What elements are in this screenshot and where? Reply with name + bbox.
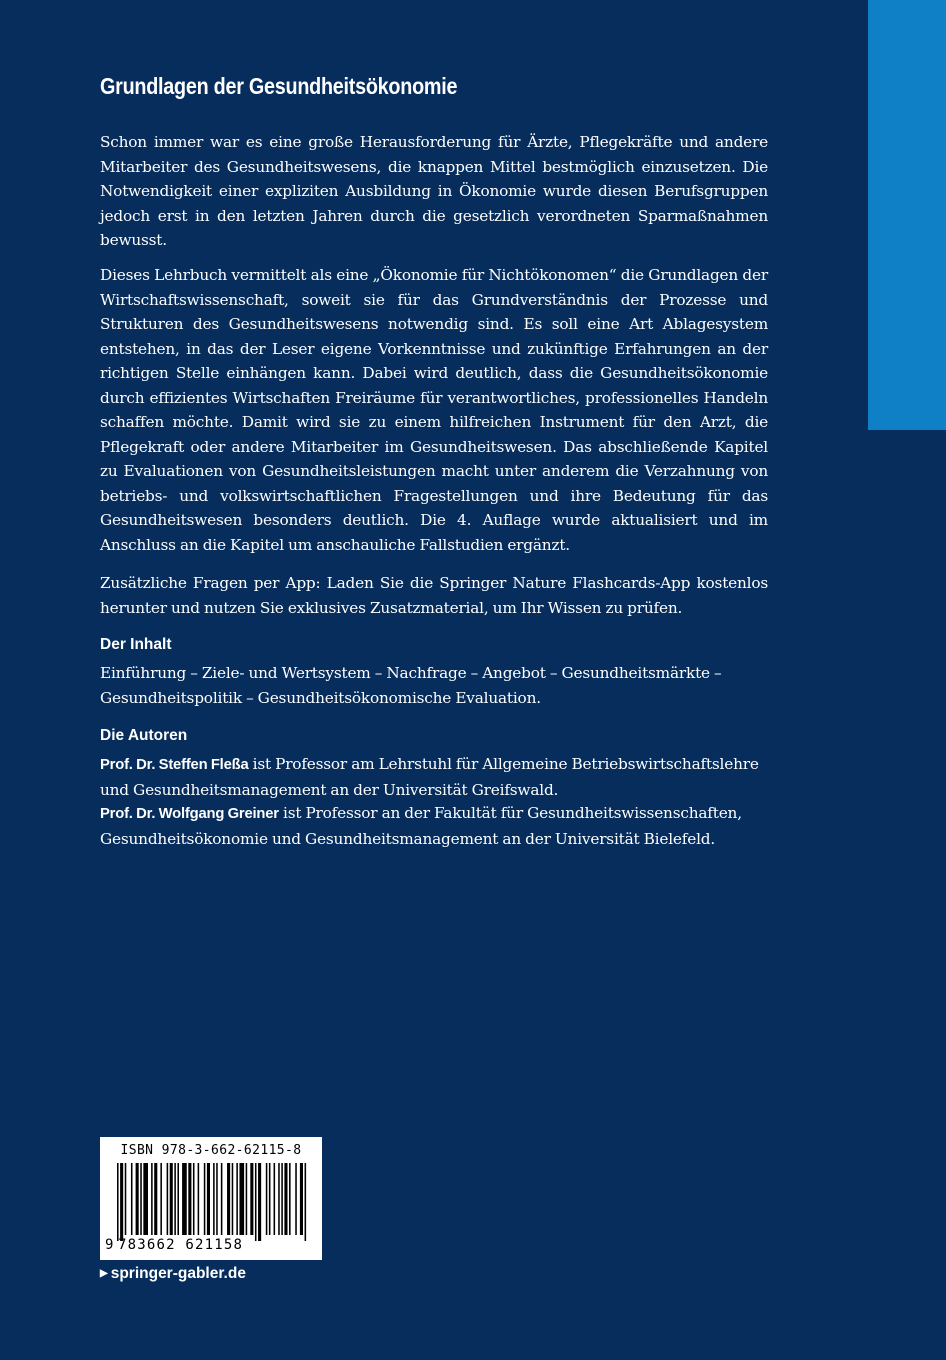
- authors-heading: Die Autoren: [100, 727, 188, 744]
- author-2-text: ist Professor an der Fakultät für Gesundheitswissenschaften, Gesundheitsökonomie und Gesundheitsmanagement an der Universität Bielefeld.: [100, 804, 742, 848]
- book-title: Grundlagen der Gesundheitsökonomie: [100, 73, 458, 99]
- author-1-text: ist Professor am Lehrstuhl für Allgemeine Betriebswirtschaftslehre und Gesundheitsmanagement an der Universität Greifswald.: [100, 755, 759, 799]
- barcode-bar: [250, 1163, 253, 1235]
- barcode-bar: [305, 1163, 307, 1241]
- author-1-name: Prof. Dr. Steffen Fleßa: [100, 757, 249, 773]
- description-paragraph-2: Dieses Lehrbuch vermittelt als eine „Ökonomie für Nichtökonomen“ die Grundlagen der Wirtschaftswissenschaft, soweit sie für das Grundverständnis der Prozesse und Strukturen des Gesundheitswesens notwendig sind. Es soll eine Art Ablagesystem entstehen, in das der Leser eigene Vorkenntnisse und zukünftige Erfahrungen an der richtigen Stelle einhängen kann. Dabei wird deutlich, dass die Gesundheitsökonomie durch effizientes Wirtschaften Freiräume für verantwortliches, professionelles Handeln schaffen möchte. Damit wird sie zu einem hilfreichen Instrument für den Arzt, die Pflegekraft oder andere Mitarbeiter im Gesundheitswesen. Das abschließende Kapitel zu Evaluationen von Gesundheitsleistungen macht unter anderem die Verzahnung von betriebs- und volkswirtschaftlichen Fragestellungen und ihre Bedeutung für das Gesundheitswesen besonders deutlich. Die 4. Auflage wurde aktualisiert und im Anschluss an die Kapitel um anschauliche Fallstudien ergänzt.: [100, 266, 768, 554]
- publisher-link[interactable]: [100, 1265, 246, 1283]
- barcode-bar: [289, 1163, 291, 1235]
- barcode-bar: [274, 1163, 276, 1235]
- description-paragraph-1: Schon immer war es eine große Herausforderung für Ärzte, Pflegekräfte und andere Mitarbeiter des Gesundheitswesens, die knappen Mittel bestmöglich einzusetzen. Die Notwendigkeit einer expliziten Ausbildung in Ökonomie wurde diesen Berufsgruppen jedoch erst in den letzten Jahren durch die gesetzlich verordneten Sparmaßnahmen bewusst.: [100, 133, 768, 249]
- barcode-bar: [266, 1163, 268, 1235]
- barcode-bar: [120, 1163, 123, 1241]
- barcode-bar: [255, 1163, 257, 1241]
- barcode-bar: [182, 1163, 187, 1235]
- app-info-paragraph: Zusätzliche Fragen per App: Laden Sie die Springer Nature Flashcards-App kostenlos herunter und nutzen Sie exklusives Zusatzmaterial, um Ihr Wissen zu prüfen.: [100, 574, 768, 617]
- barcode-bar: [177, 1163, 179, 1235]
- publisher-url: springer-gabler.de: [110, 1265, 246, 1282]
- contents-heading: Der Inhalt: [100, 636, 172, 653]
- isbn-barcode: [100, 1137, 322, 1260]
- barcode-bar: [174, 1163, 176, 1235]
- barcode-bar: [160, 1163, 162, 1235]
- barcode-bar: [143, 1163, 148, 1235]
- barcode-bar: [167, 1163, 169, 1235]
- author-2-bio: [100, 801, 768, 851]
- isbn-label: ISBN 978-3-662-62115-8: [120, 1143, 302, 1158]
- barcode-bar: [239, 1163, 244, 1235]
- barcode-bar: [246, 1163, 248, 1235]
- author-2-name: Prof. Dr. Wolfgang Greiner: [100, 806, 279, 822]
- barcode-bar: [278, 1163, 280, 1235]
- barcode-bar: [232, 1163, 234, 1235]
- barcode-bar: [300, 1163, 303, 1235]
- barcode-bar: [188, 1163, 191, 1235]
- barcode-bar: [198, 1163, 200, 1235]
- barcode-bar: [236, 1163, 238, 1235]
- barcode-bar: [131, 1163, 133, 1235]
- barcode-bar: [216, 1163, 218, 1235]
- barcode-bar: [170, 1163, 173, 1235]
- author-1-bio: [100, 752, 768, 802]
- barcode-bar: [154, 1163, 157, 1235]
- barcode-bar: [227, 1163, 230, 1235]
- barcode-bar: [117, 1163, 119, 1241]
- barcode-bar: [281, 1163, 283, 1235]
- barcode-bar: [151, 1163, 153, 1235]
- barcode-bar: [258, 1163, 261, 1241]
- barcode-bar: [213, 1163, 215, 1235]
- contents-text: Einführung – Ziele- und Wertsystem – Nachfrage – Angebot – Gesundheitsmärkte – Gesundheitspolitik – Gesundheitsökonomische Evaluation.: [100, 664, 722, 707]
- barcode-bar: [125, 1163, 127, 1235]
- barcode-digits: 783662 621158: [118, 1237, 244, 1253]
- triangle-right-icon: ▶: [100, 1268, 108, 1279]
- barcode-bar: [284, 1163, 287, 1235]
- barcode-bar: [269, 1163, 271, 1235]
- barcode-bar: [204, 1163, 206, 1235]
- barcode-bar: [207, 1163, 210, 1235]
- barcode-bar: [136, 1163, 139, 1235]
- barcode-bar: [221, 1163, 223, 1235]
- barcode-bar: [295, 1163, 297, 1235]
- barcode-first-digit: 9: [105, 1237, 114, 1253]
- accent-stripe: [868, 0, 946, 430]
- barcode-bar: [193, 1163, 195, 1235]
- barcode-bar: [140, 1163, 142, 1235]
